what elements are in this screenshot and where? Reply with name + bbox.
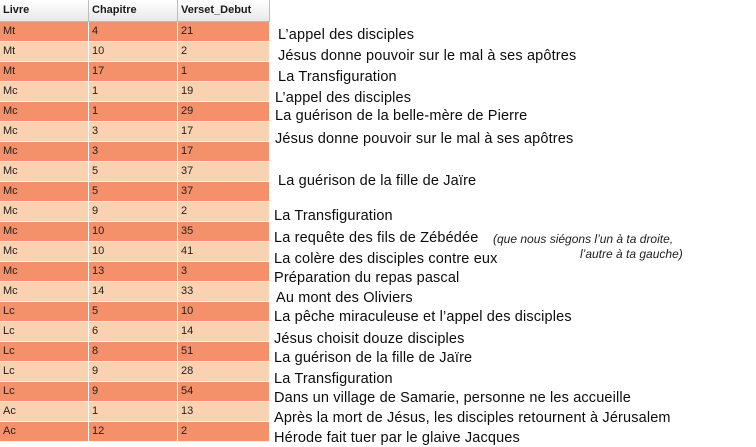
cell-livre[interactable]: Mt (0, 22, 89, 42)
cell-verset-debut[interactable]: 17 (178, 122, 270, 142)
cell-chapitre[interactable]: 10 (89, 242, 178, 262)
cell-livre[interactable]: Mc (0, 202, 89, 222)
cell-livre[interactable]: Lc (0, 342, 89, 362)
table-row[interactable] (0, 322, 270, 342)
note-text: La guérison de la fille de Jaïre (274, 350, 473, 366)
cell-chapitre[interactable]: 5 (89, 182, 178, 202)
note-text: La guérison de la belle-mère de Pierre (275, 108, 528, 124)
table-row[interactable] (0, 182, 270, 202)
note-text: La colère des disciples contre eux (274, 251, 498, 267)
cell-chapitre[interactable]: 5 (89, 162, 178, 182)
cell-livre[interactable]: Mt (0, 42, 89, 62)
cell-livre[interactable]: Ac (0, 402, 89, 422)
note-text: L’appel des disciples (275, 90, 412, 106)
cell-verset-debut[interactable]: 21 (178, 22, 270, 42)
cell-verset-debut[interactable]: 37 (178, 162, 270, 182)
cell-verset-debut[interactable]: 17 (178, 142, 270, 162)
cell-livre[interactable]: Mc (0, 182, 89, 202)
note-text: Jésus donne pouvoir sur le mal à ses apôtres (278, 48, 577, 64)
cell-chapitre[interactable]: 1 (89, 102, 178, 122)
cell-livre[interactable]: Mc (0, 162, 89, 182)
table-row[interactable] (0, 382, 270, 402)
cell-chapitre[interactable]: 8 (89, 342, 178, 362)
cell-livre[interactable]: Mc (0, 142, 89, 162)
column-header-livre[interactable]: Livre (0, 0, 89, 22)
note-text: Hérode fait tuer par le glaive Jacques (274, 430, 520, 446)
cell-chapitre[interactable]: 17 (89, 62, 178, 82)
table-row[interactable] (0, 342, 270, 362)
column-header-verset-debut[interactable]: Verset_Debut (178, 0, 270, 22)
cell-verset-debut[interactable]: 19 (178, 82, 270, 102)
note-aside-line-2: l’autre à ta gauche) (580, 247, 683, 261)
note-text: La guérison de la fille de Jaïre (278, 173, 477, 189)
cell-verset-debut[interactable]: 2 (178, 422, 270, 442)
cell-chapitre[interactable]: 9 (89, 362, 178, 382)
cell-verset-debut[interactable]: 2 (178, 42, 270, 62)
table-row[interactable] (0, 122, 270, 142)
cell-chapitre[interactable]: 9 (89, 382, 178, 402)
cell-chapitre[interactable]: 1 (89, 402, 178, 422)
cell-verset-debut[interactable]: 54 (178, 382, 270, 402)
cell-livre[interactable]: Lc (0, 302, 89, 322)
table-row[interactable] (0, 302, 270, 322)
cell-verset-debut[interactable]: 1 (178, 62, 270, 82)
cell-livre[interactable]: Ac (0, 422, 89, 442)
cell-livre[interactable]: Mt (0, 62, 89, 82)
table-body (0, 22, 270, 442)
cell-verset-debut[interactable]: 35 (178, 222, 270, 242)
cell-verset-debut[interactable]: 51 (178, 342, 270, 362)
cell-livre[interactable]: Mc (0, 222, 89, 242)
table-row[interactable] (0, 282, 270, 302)
table-row[interactable] (0, 362, 270, 382)
note-text: La Transfiguration (278, 69, 397, 85)
cell-livre[interactable]: Lc (0, 382, 89, 402)
cell-livre[interactable]: Mc (0, 262, 89, 282)
cell-chapitre[interactable]: 5 (89, 302, 178, 322)
cell-livre[interactable]: Mc (0, 282, 89, 302)
cell-verset-debut[interactable]: 37 (178, 182, 270, 202)
table-row[interactable] (0, 402, 270, 422)
cell-verset-debut[interactable]: 10 (178, 302, 270, 322)
cell-livre[interactable]: Mc (0, 242, 89, 262)
table-row[interactable] (0, 202, 270, 222)
note-text: Préparation du repas pascal (274, 270, 460, 286)
note-text: L’appel des disciples (278, 27, 415, 43)
cell-livre[interactable]: Lc (0, 362, 89, 382)
cell-verset-debut[interactable]: 29 (178, 102, 270, 122)
table-row[interactable] (0, 242, 270, 262)
cell-chapitre[interactable]: 10 (89, 222, 178, 242)
cell-chapitre[interactable]: 1 (89, 82, 178, 102)
cell-verset-debut[interactable]: 2 (178, 202, 270, 222)
note-aside-line-1: (que nous siégons l’un à ta droite, (493, 232, 674, 246)
note-text: La Transfiguration (274, 371, 393, 387)
note-text: Dans un village de Samarie, personne ne les accueille (274, 390, 631, 406)
cell-verset-debut[interactable]: 3 (178, 262, 270, 282)
cell-livre[interactable]: Mc (0, 102, 89, 122)
cell-chapitre[interactable]: 14 (89, 282, 178, 302)
table-row[interactable] (0, 42, 270, 62)
table-header-row (0, 0, 270, 22)
table-row[interactable] (0, 162, 270, 182)
table-row[interactable] (0, 102, 270, 122)
table-row[interactable] (0, 222, 270, 242)
cell-chapitre[interactable]: 3 (89, 142, 178, 162)
cell-livre[interactable]: Mc (0, 82, 89, 102)
column-header-chapitre[interactable]: Chapitre (89, 0, 178, 22)
table-row[interactable] (0, 422, 270, 442)
table-row[interactable] (0, 142, 270, 162)
table-row[interactable] (0, 22, 270, 42)
cell-verset-debut[interactable]: 14 (178, 322, 270, 342)
note-text: Jésus donne pouvoir sur le mal à ses apôtres (275, 131, 574, 147)
table-row[interactable] (0, 62, 270, 82)
note-text: La requête des fils de Zébédée (274, 230, 479, 246)
cell-chapitre[interactable]: 10 (89, 42, 178, 62)
cell-chapitre[interactable]: 13 (89, 262, 178, 282)
results-table (0, 0, 270, 442)
cell-chapitre[interactable]: 3 (89, 122, 178, 142)
note-text: Jésus choisit douze disciples (274, 331, 465, 347)
cell-chapitre[interactable]: 9 (89, 202, 178, 222)
cell-verset-debut[interactable]: 28 (178, 362, 270, 382)
cell-verset-debut[interactable]: 41 (178, 242, 270, 262)
cell-verset-debut[interactable]: 33 (178, 282, 270, 302)
table-row[interactable] (0, 82, 270, 102)
note-text: Après la mort de Jésus, les disciples retournent à Jérusalem (274, 410, 671, 426)
table-row[interactable] (0, 262, 270, 282)
cell-chapitre[interactable]: 12 (89, 422, 178, 442)
cell-chapitre[interactable]: 6 (89, 322, 178, 342)
cell-chapitre[interactable]: 4 (89, 22, 178, 42)
note-text: La Transfiguration (274, 208, 393, 224)
cell-livre[interactable]: Lc (0, 322, 89, 342)
cell-livre[interactable]: Mc (0, 122, 89, 142)
note-text: Au mont des Oliviers (276, 290, 413, 306)
cell-verset-debut[interactable]: 13 (178, 402, 270, 422)
note-text: La pêche miraculeuse et l’appel des disciples (274, 309, 572, 325)
